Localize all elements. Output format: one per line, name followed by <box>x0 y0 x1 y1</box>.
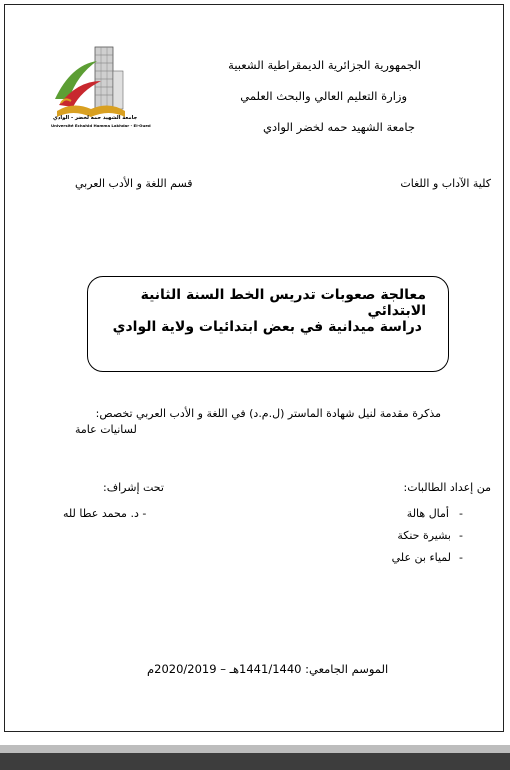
thesis-title-line-1: معالجة صعوبات تدريس الخط السنة الثانية الابتدائي <box>140 287 426 319</box>
bottom-viewer-bar <box>0 745 510 770</box>
student-dash: - <box>459 507 463 520</box>
document-page <box>4 4 504 732</box>
logo-latin-text: Université Echahid Hamma Lakhdar - El-Oued <box>51 123 151 128</box>
student-name: بشيرة حنكة <box>397 529 451 542</box>
logo-arabic-text: جامعة الشهيد حمه لخضر - الوادي <box>53 115 138 121</box>
supervisor-name: - د. محمد عطا لله <box>63 507 147 520</box>
academic-year: الموسم الجامعي: 1441/1440هـ – 2020/2019م <box>147 662 389 676</box>
university-name: جامعة الشهيد حمه لخضر الوادي <box>263 120 415 134</box>
student-dash: - <box>459 551 463 564</box>
department-name: قسم اللغة و الأدب العربي <box>75 177 193 190</box>
thesis-title-box <box>87 276 449 372</box>
prepared-by-label: من إعداد الطالبات: <box>403 481 491 494</box>
student-name: أمال هالة <box>406 507 449 520</box>
republic-name: الجمهورية الجزائرية الديمقراطية الشعبية <box>228 58 421 72</box>
university-logo <box>51 41 151 137</box>
faculty-name: كلية الآداب و اللغات <box>400 177 491 190</box>
memo-description: مذكرة مقدمة لنيل شهادة الماستر (ل.م.د) في اللغة و الأدب العربي تخصص: <box>95 407 441 420</box>
thesis-title-line-2: دراسة ميدانية في بعض ابتدائيات ولاية الوادي <box>112 319 422 335</box>
supervisor-label: تحت إشراف: <box>103 481 164 494</box>
student-dash: - <box>459 529 463 542</box>
memo-specialization: لسانيات عامة <box>75 423 137 436</box>
ministry-name: وزارة التعليم العالي والبحث العلمي <box>240 89 407 103</box>
student-name: لمياء بن علي <box>391 551 451 564</box>
